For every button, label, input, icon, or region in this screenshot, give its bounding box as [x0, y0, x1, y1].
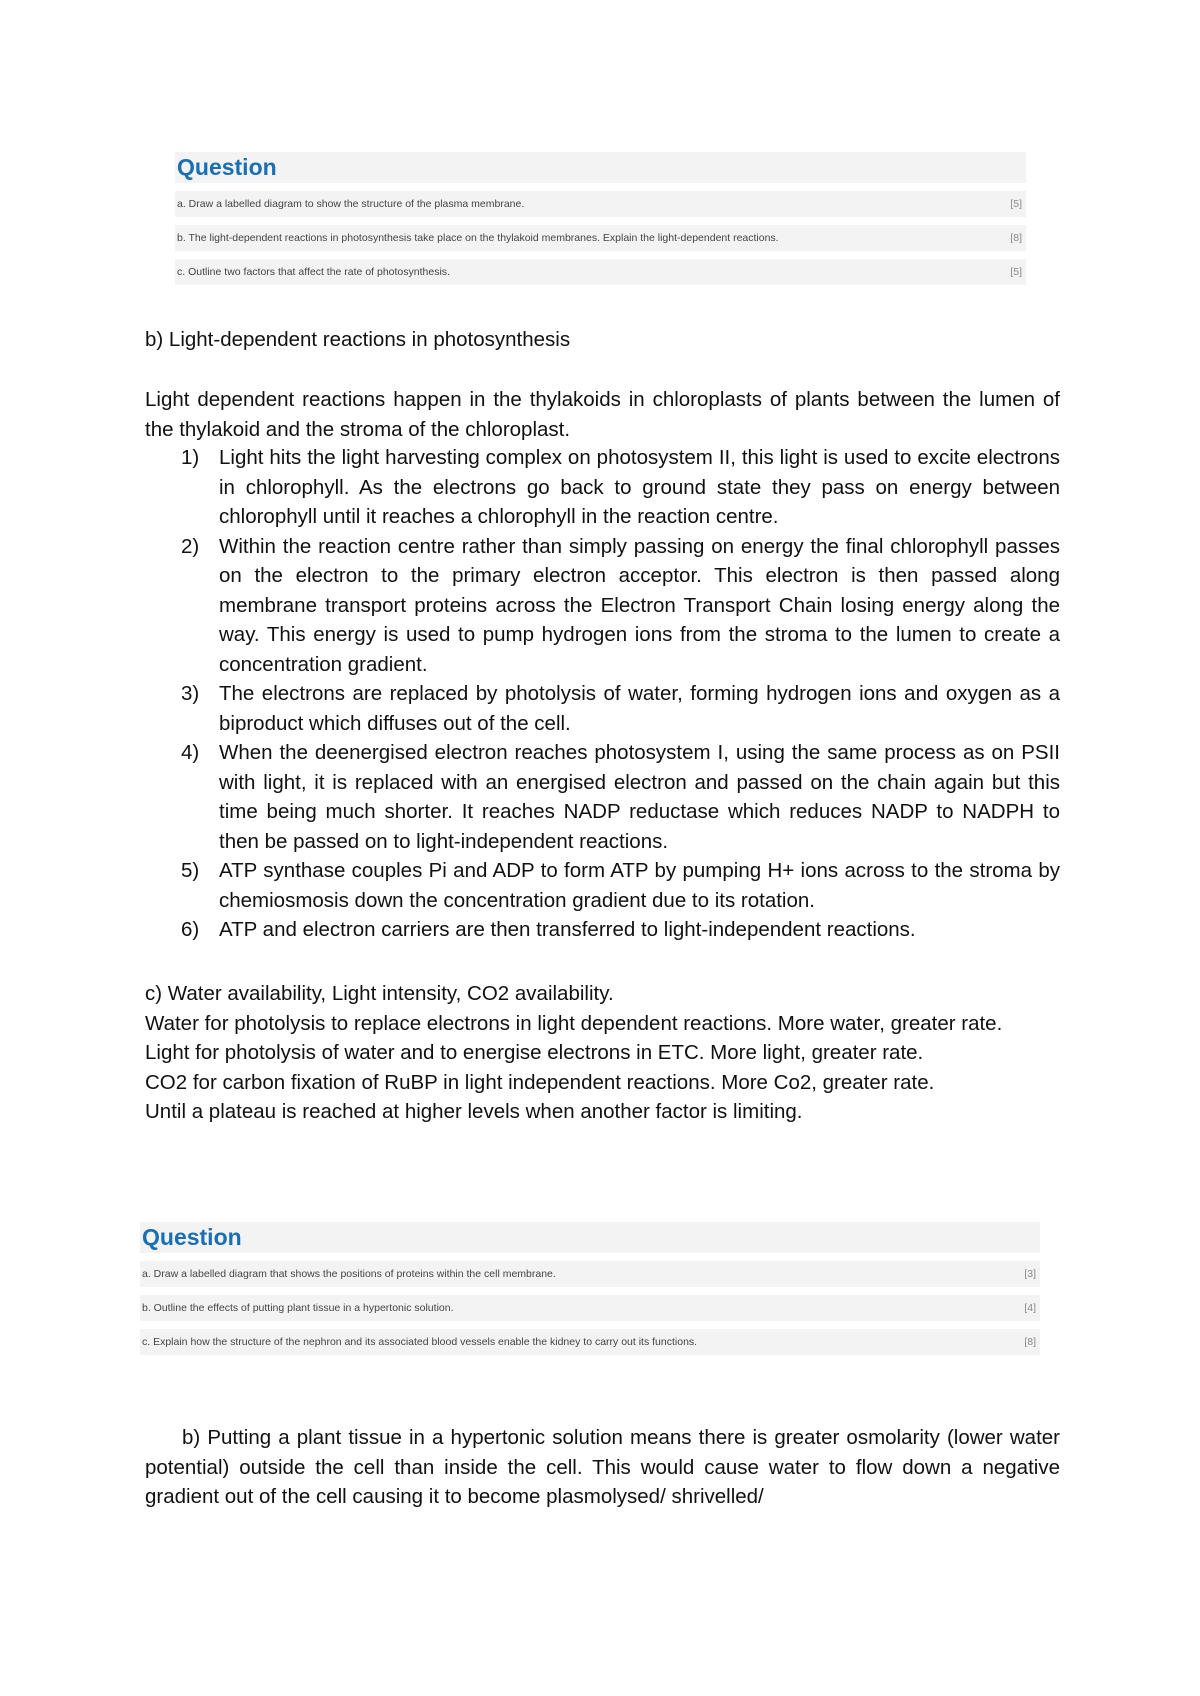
question-title: Question [175, 152, 1026, 183]
list-text: ATP synthase couples Pi and ADP to form ATP by pumping H+ ions across to the stroma by chemiosmosis down the concentration gradient due to its rotation. [219, 859, 1060, 912]
question-text: a. Draw a labelled diagram to show the structure of the plasma membrane. [177, 198, 525, 210]
list-number: 4) [181, 741, 200, 764]
question-text: a. Draw a labelled diagram that shows the positions of proteins within the cell membrane. [142, 1268, 556, 1280]
list-text: The electrons are replaced by photolysis of water, forming hydrogen ions and oxygen as a biproduct which diffuses out of the cell. [219, 682, 1060, 735]
question-row-a [140, 1261, 1040, 1287]
list-number: 1) [181, 446, 200, 469]
question-text: c. Outline two factors that affect the rate of photosynthesis. [177, 266, 450, 278]
question-marks: [3] [1024, 1268, 1036, 1280]
question-text: c. Explain how the structure of the nephron and its associated blood vessels enable the kidney to carry out its functions. [142, 1336, 698, 1348]
question-marks: [5] [1010, 198, 1022, 210]
question-marks: [8] [1010, 232, 1022, 244]
hypertonic-answer: b) Putting a plant tissue in a hypertonic solution means there is greater osmolarity (lower water potential) outside the cell than inside the cell. This would cause water to flow down a negative gradient out of the cell causing it to become plasmolysed/ shrivelled/ [145, 1426, 1060, 1508]
list-text: Light hits the light harvesting complex on photosystem II, this light is used to excite electrons in chlorophyll. As the electrons go back to ground state they pass on energy between chlorophyll until it reaches a chlorophyll in the reaction centre. [219, 446, 1060, 528]
list-item [145, 856, 1060, 915]
list-item [145, 532, 1060, 680]
list-number: 3) [181, 682, 200, 705]
section-c-heading: c) Water availability, Light intensity, CO2 availability. [145, 982, 614, 1005]
list-item [145, 443, 1060, 532]
section-b-intro: Light dependent reactions happen in the thylakoids in chloroplasts of plants between the lumen of the thylakoid and the stroma of the chloroplast. [145, 388, 1060, 441]
question-marks: [8] [1024, 1336, 1036, 1348]
list-item [145, 738, 1060, 856]
question-text: b. The light-dependent reactions in photosynthesis take place on the thylakoid membranes. Explain the light-dependent reactions. [177, 232, 779, 244]
section-c-line: CO2 for carbon fixation of RuBP in light independent reactions. More Co2, greater rate. [145, 1070, 935, 1094]
question-marks: [4] [1024, 1302, 1036, 1314]
section-c-line: Until a plateau is reached at higher levels when another factor is limiting. [145, 1100, 803, 1123]
question-row-a [175, 191, 1026, 217]
list-number: 2) [181, 534, 200, 558]
question-row-b [140, 1295, 1040, 1321]
list-text: ATP and electron carriers are then transferred to light-independent reactions. [219, 918, 916, 941]
question-box-1 [175, 152, 1026, 285]
section-c-line: Water for photolysis to replace electrons in light dependent reactions. More water, greater rate. [145, 1011, 1003, 1035]
question-title: Question [140, 1222, 1040, 1253]
question-row-c [140, 1329, 1040, 1355]
question-box-2 [140, 1222, 1040, 1355]
question-row-c [175, 259, 1026, 285]
question-marks: [5] [1010, 266, 1022, 278]
question-row-b [175, 225, 1026, 251]
reaction-steps-list [145, 443, 1060, 945]
list-item [145, 915, 1060, 945]
list-text: Within the reaction centre rather than simply passing on energy the final chlorophyll passes on the electron to the primary electron acceptor. This electron is then passed along membrane transport proteins across the Electron Transport Chain losing energy along the way. This energy is used to pump hydrogen ions from the stroma to the lumen to create a concentration gradient. [219, 534, 1060, 676]
section-b-heading: b) Light-dependent reactions in photosynthesis [145, 328, 571, 351]
section-c-line: Light for photolysis of water and to energise electrons in ETC. More light, greater rate. [145, 1041, 924, 1064]
list-number: 5) [181, 859, 200, 882]
list-text: When the deenergised electron reaches photosystem I, using the same process as on PSII with light, it is replaced with an energised electron and passed on the chain again but this time being much shorter. It reaches NADP reductase which reduces NADP to NADPH to then be passed on to light-independent reactions. [219, 741, 1060, 853]
question-text: b. Outline the effects of putting plant tissue in a hypertonic solution. [142, 1302, 454, 1314]
list-number: 6) [181, 918, 200, 941]
section-c [145, 979, 1060, 1127]
list-item [145, 679, 1060, 738]
